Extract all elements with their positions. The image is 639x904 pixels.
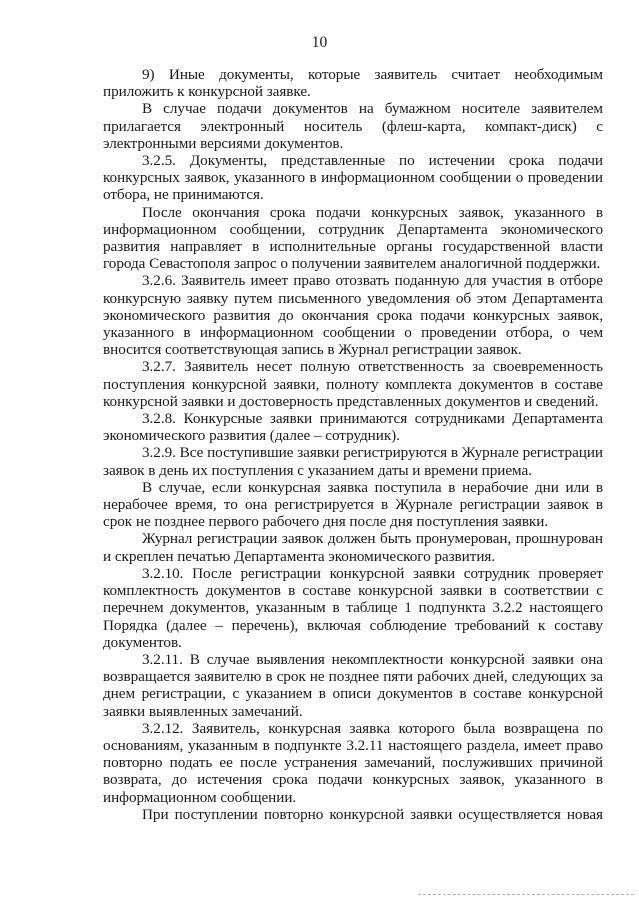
paragraph-3-2-7: 3.2.7. Заявитель несет полную ответственность за своевременность поступления конкурсной заявки, полноту комплекта документов в составе конкурсной заявки и достоверность представленных документов и сведений. xyxy=(103,358,603,410)
paragraph-3-2-10: 3.2.10. После регистрации конкурсной заявки сотрудник проверяет комплектность документов в составе конкурсной заявки в соответствии с перечнем документов, указанным в таблице 1 подпункта 3.2.2 настоящего Порядка (далее – перечень), включая соблюдение требований к составу документов. xyxy=(103,564,603,651)
paragraph-3-2-6: 3.2.6. Заявитель имеет право отозвать поданную для участия в отборе конкурсную заявку путем письменного уведомления об этом Департамента экономического развития до окончания срока подачи конкурсных заявок, указанного в информационном сообщении о проведении отбора, о чем вносится соответствующая запись в Журнал регистрации заявок. xyxy=(103,272,603,359)
paragraph-register-journal: Журнал регистрации заявок должен быть пронумерован, прошнурован и скреплен печатью Департамента экономического развития. xyxy=(103,530,603,565)
paragraph-3-2-9: 3.2.9. Все поступившие заявки регистрируются в Журнале регистрации заявок в день их поступления с указанием даты и времени приема. xyxy=(103,444,603,479)
paragraph-non-working-days: В случае, если конкурсная заявка поступила в нерабочие дни или в нерабочее время, то она регистрируется в Журнале регистрации заявок в срок не позднее первого рабочего дня после дня поступления заявки. xyxy=(103,478,603,531)
paragraph-item-9: 9) Иные документы, которые заявитель считает необходимым приложить к конкурсной заявке. xyxy=(103,66,603,101)
document-body xyxy=(103,66,603,823)
paragraph-repeat-submission: При поступлении повторно конкурсной заявки осуществляется новая xyxy=(142,805,603,823)
paragraph-after-deadline: После окончания срока подачи конкурсных заявок, указанного в информационном сообщении, сотрудник Департамента экономического развития направляет в исполнительные органы государственной власти города Севастополя запрос о получении заявителем аналогичной поддержки. xyxy=(103,203,603,273)
paragraph-3-2-11: 3.2.11. В случае выявления некомплектности конкурсной заявки она возвращается заявителю в срок не позднее пяти рабочих дней, следующих за днем регистрации, с указанием в описи документов в составе конкурсной заявки выявленных замечаний. xyxy=(103,650,603,720)
paragraph-3-2-8: 3.2.8. Конкурсные заявки принимаются сотрудниками Департамента экономического развития (далее – сотрудник). xyxy=(103,410,603,445)
paragraph-3-2-5: 3.2.5. Документы, представленные по истечении срока подачи конкурсных заявок, указанного в информационном сообщении о проведении отбора, не принимаются. xyxy=(103,152,603,204)
scan-edge-mark xyxy=(418,894,634,895)
page-number: 10 xyxy=(311,34,328,51)
paragraph-electronic-media: В случае подачи документов на бумажном носителе заявителем прилагается электронный носитель (флеш-карта, компакт-диск) с электронными версиями документов. xyxy=(103,100,603,152)
paragraph-3-2-12: 3.2.12. Заявитель, конкурсная заявка которого была возвращена по основаниям, указанным в подпункте 3.2.11 настоящего раздела, имеет право повторно подать ее после устранения замечаний, послуживших причиной возврата, до истечения срока подачи конкурсных заявок, указанного в информационном сообщении. xyxy=(103,719,603,806)
